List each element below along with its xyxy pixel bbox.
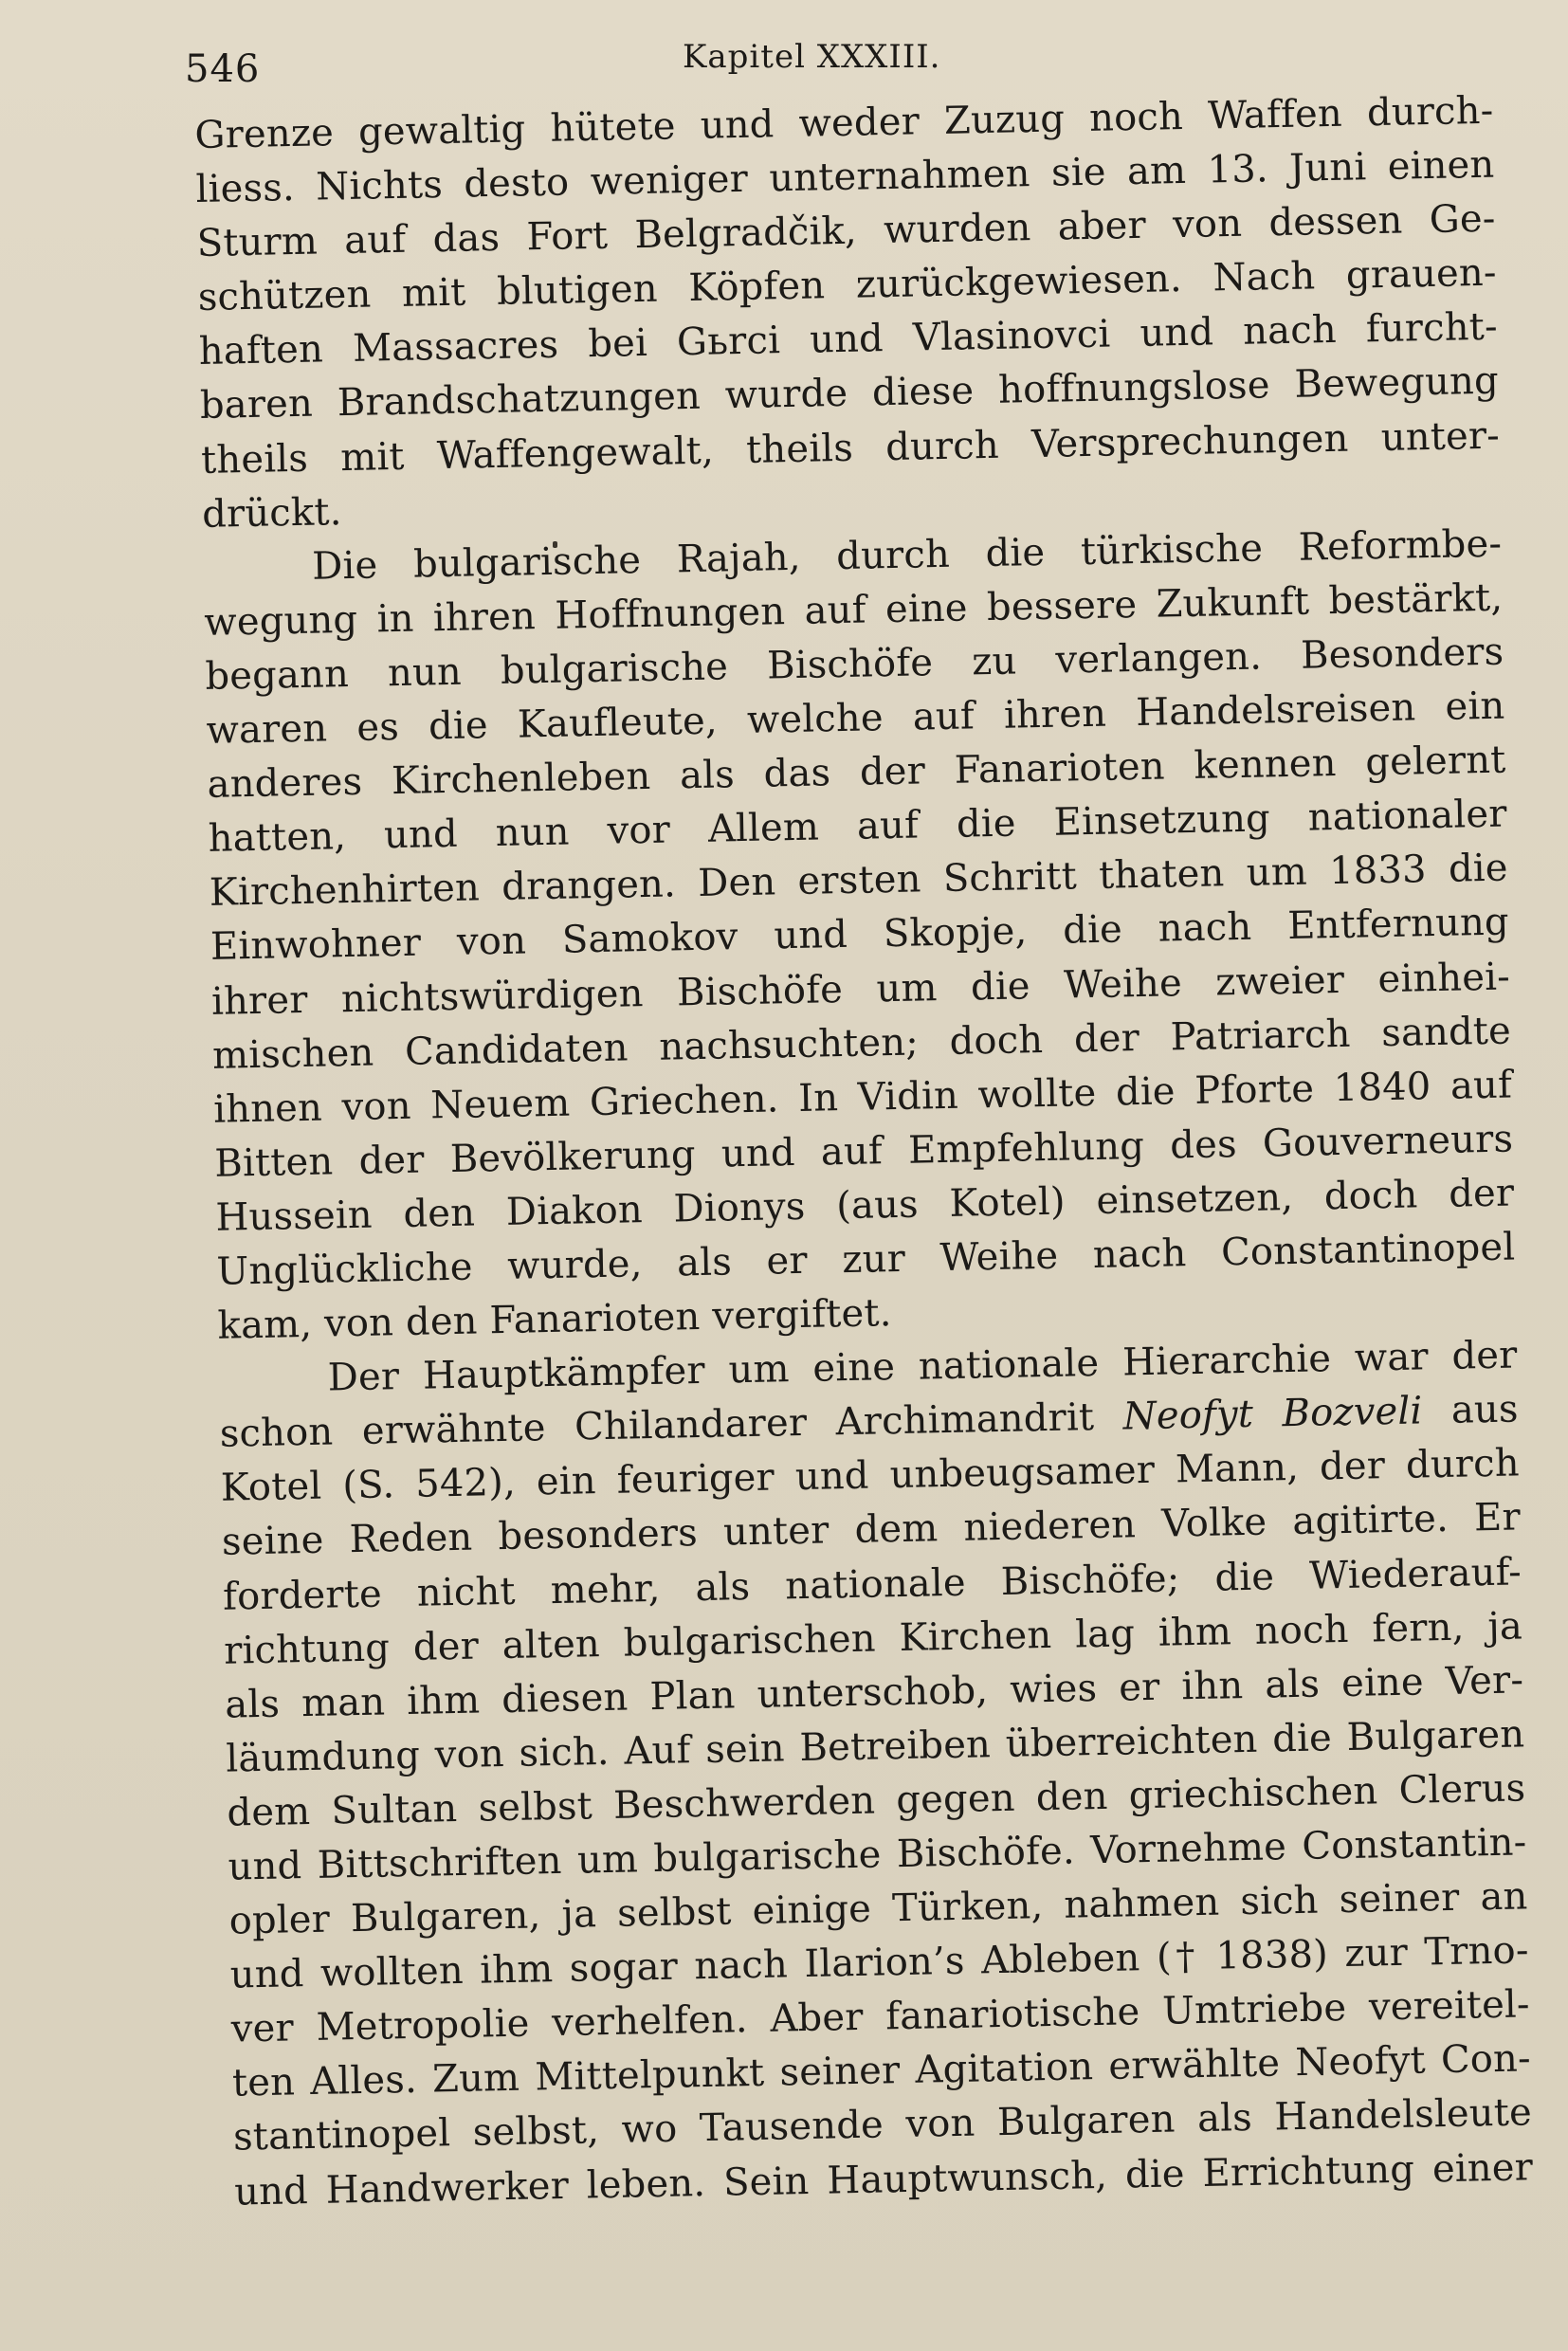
- text-line: mischen Candidaten nachsuchten; doch der Patriarch sandte: [211, 1009, 1512, 1078]
- text-line: anderes Kirchenleben als das der Fanarioten kennen gelernt: [207, 738, 1506, 807]
- text-line: schützen mit blutigen Köpfen zurückgewiesen. Nach grauen-: [197, 250, 1498, 320]
- text-line: waren es die Kaufleute, welche auf ihren Handelsreisen ein: [206, 683, 1505, 753]
- line-text-before: schon erwähnte Chilandarer Archimandrit: [219, 1394, 1124, 1456]
- text-line: ver Metropolie verhelfen. Aber fanariotische Umtriebe vereitel-: [230, 1982, 1531, 2051]
- line-text-after: aus: [1421, 1387, 1520, 1433]
- text-line: Kirchenhirten drangen. Den ersten Schritt thaten um 1833 die: [209, 846, 1509, 916]
- text-line: Kotel (S. 542), ein feuriger und unbeugsamer Mann, der durch: [220, 1441, 1521, 1511]
- text-line: Bitten der Bevölkerung und auf Empfehlung des Gouverneurs: [213, 1117, 1514, 1186]
- text-line: theils mit Waffengewalt, theils durch Versprechungen unter-: [200, 413, 1501, 483]
- text-line: baren Brandschatzungen wurde diese hoffnungslose Bewegung: [199, 359, 1500, 428]
- text-line: stantinopel selbst, wo Tausende von Bulgaren als Handelsleute: [232, 2090, 1533, 2160]
- text-line: Grenze gewaltig hütete und weder Zuzug noch Waffen durch-: [194, 88, 1494, 157]
- text-line: ten Alles. Zum Mittelpunkt seiner Agitation erwählte Neofyt Con-: [231, 2036, 1532, 2105]
- text-line: Unglückliche wurde, als er zur Weihe nach Constantinopel: [216, 1225, 1516, 1294]
- body-text: [194, 84, 1533, 2220]
- paragraph-start-line: Die bulgarische Rajah, durch die türkische Reformbe-: [311, 521, 1503, 589]
- text-line: läumdung von sich. Auf sein Betreiben überreichten die Bulgaren: [225, 1712, 1525, 1781]
- text-line: und Handwerker leben. Sein Hauptwunsch, die Errichtung einer: [233, 2144, 1534, 2214]
- text-line: haften Massacres bei Gьrci und Vlasinovci und nach furcht-: [198, 305, 1499, 374]
- text-line: richtung der alten bulgarischen Kirchen lag ihm noch fern, ja: [223, 1604, 1523, 1673]
- text-line: dem Sultan selbst Beschwerden gegen den griechischen Clerus: [227, 1766, 1526, 1835]
- page-number: 546: [185, 47, 261, 91]
- text-line: als man ihm diesen Plan unterschob, wies er ihn als eine Ver-: [224, 1658, 1524, 1727]
- paragraph-start-line: Der Hauptkämpfer um eine nationale Hierarchie war der: [327, 1333, 1518, 1400]
- text-line: ihrer nichtswürdigen Bischöfe um die Weihe zweier einhei-: [210, 955, 1511, 1024]
- text-line: Sturm auf das Fort Belgradčik, wurden aber von dessen Ge-: [196, 196, 1496, 266]
- text-line: Hussein den Diakon Dionys (aus Kotel) einsetzen, doch der: [215, 1171, 1515, 1240]
- text-line: ihnen von Neuem Griechen. In Vidin wollte die Pforte 1840 auf: [212, 1063, 1513, 1132]
- text-line: kam, von den Fanarioten vergiftet.: [217, 1291, 892, 1348]
- text-line: opler Bulgaren, ja selbst einige Türken, nahmen sich seiner an: [228, 1874, 1528, 1943]
- text-line: liess. Nichts desto weniger unternahmen sie am 13. Juni einen: [195, 142, 1495, 212]
- text-line: seine Reden besonders unter dem niederen Volke agitirte. Er: [221, 1495, 1522, 1565]
- text-line: wegung in ihren Hoffnungen auf eine bessere Zukunft bestärkt,: [203, 575, 1504, 645]
- text-line: und wollten ihm sogar nach Ilarion’s Ableben († 1838) zur Trno-: [229, 1928, 1529, 1997]
- person-name-italic: Neofyt Bozveli: [1122, 1389, 1423, 1439]
- text-line: forderte nicht mehr, als nationale Bischöfe; die Wiederauf-: [222, 1549, 1522, 1619]
- text-line: drückt.: [201, 489, 342, 537]
- text-line: hatten, und nun vor Allem auf die Einsetzung nationaler: [208, 792, 1507, 862]
- page-header: [185, 38, 1455, 95]
- running-head: Kapitel XXXIII.: [683, 38, 941, 76]
- text-line: und Bittschriften um bulgarische Bischöfe. Vornehme Constantin-: [228, 1820, 1527, 1889]
- text-line: begann nun bulgarische Bischöfe zu verlangen. Besonders: [205, 629, 1504, 699]
- text-line: Einwohner von Samokov und Skopje, die nach Entfernung: [210, 900, 1510, 970]
